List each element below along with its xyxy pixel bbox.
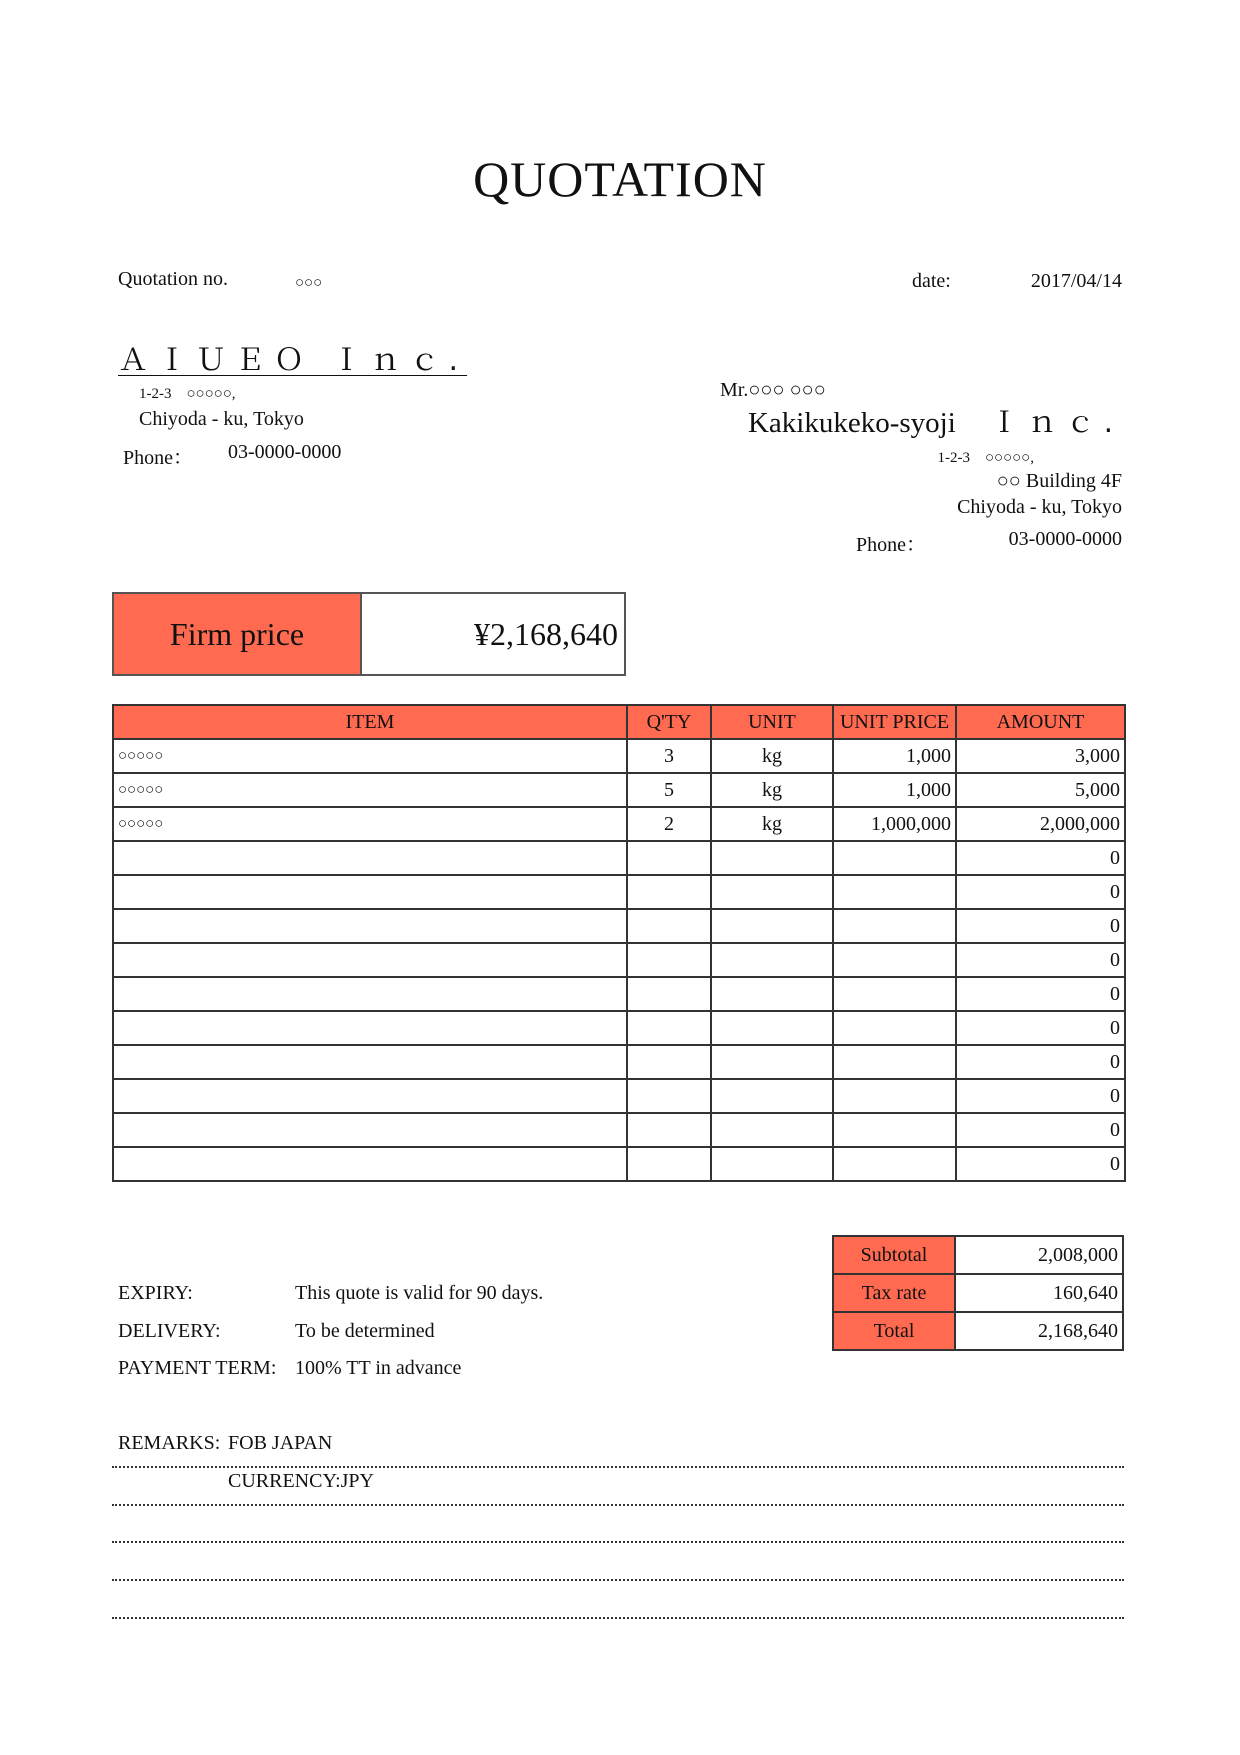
remarks-divider-5 xyxy=(112,1617,1124,1619)
cell-unit xyxy=(711,943,833,977)
table-row xyxy=(113,1079,1125,1113)
cell-item xyxy=(113,1147,627,1181)
table-row xyxy=(113,1113,1125,1147)
cell-item xyxy=(113,875,627,909)
table-row xyxy=(113,1147,1125,1181)
cell-item xyxy=(113,1113,627,1147)
header-unit-price: UNIT PRICE xyxy=(833,705,956,739)
expiry-value: This quote is valid for 90 days. xyxy=(295,1282,544,1304)
cell-unit: kg xyxy=(711,739,833,773)
total-label: Total xyxy=(833,1312,955,1350)
cell-qty xyxy=(627,909,711,943)
table-row xyxy=(113,1011,1125,1045)
cell-unit-price xyxy=(833,977,956,1011)
cell-amount: 0 xyxy=(956,1147,1125,1181)
cell-qty xyxy=(627,1147,711,1181)
table-row xyxy=(113,909,1125,943)
cell-unit-price xyxy=(833,1045,956,1079)
items-table xyxy=(112,704,1126,1182)
buyer-contact: Mr.○○○ ○○○ xyxy=(720,379,826,401)
cell-qty: 5 xyxy=(627,773,711,807)
cell-amount: 0 xyxy=(956,875,1125,909)
cell-amount: 0 xyxy=(956,977,1125,1011)
cell-amount: 0 xyxy=(956,1079,1125,1113)
cell-qty xyxy=(627,875,711,909)
buyer-company-name: Kakikukeko-syoji xyxy=(747,407,956,439)
remarks-divider-4 xyxy=(112,1579,1124,1581)
cell-qty: 3 xyxy=(627,739,711,773)
cell-unit xyxy=(711,1045,833,1079)
cell-qty xyxy=(627,943,711,977)
seller-phone-value: 03-0000-0000 xyxy=(228,441,342,463)
document-title: QUOTATION xyxy=(473,151,767,207)
cell-unit-price xyxy=(833,943,956,977)
quotation-no-value: ○○○ xyxy=(295,275,323,291)
cell-amount: 0 xyxy=(956,1045,1125,1079)
delivery-value: To be determined xyxy=(295,1320,435,1342)
cell-amount: 0 xyxy=(956,909,1125,943)
payment-term-label: PAYMENT TERM: xyxy=(118,1357,277,1379)
table-row xyxy=(113,1045,1125,1079)
cell-item xyxy=(113,1045,627,1079)
cell-item xyxy=(113,943,627,977)
table-row xyxy=(113,875,1125,909)
cell-item: ○○○○○ xyxy=(113,773,627,807)
cell-amount: 0 xyxy=(956,841,1125,875)
cell-amount: 0 xyxy=(956,1011,1125,1045)
cell-unit xyxy=(711,977,833,1011)
totals-table xyxy=(832,1235,1124,1351)
cell-unit xyxy=(711,841,833,875)
cell-unit-price: 1,000,000 xyxy=(833,807,956,841)
cell-amount: 3,000 xyxy=(956,739,1125,773)
delivery-label: DELIVERY: xyxy=(118,1320,221,1342)
table-row xyxy=(113,773,1125,807)
total-row xyxy=(833,1312,1123,1350)
buyer-company xyxy=(700,400,1122,441)
cell-unit: kg xyxy=(711,807,833,841)
cell-item: ○○○○○ xyxy=(113,807,627,841)
cell-item: ○○○○○ xyxy=(113,739,627,773)
cell-unit xyxy=(711,909,833,943)
cell-qty xyxy=(627,841,711,875)
tax-label: Tax rate xyxy=(833,1274,955,1312)
cell-unit: kg xyxy=(711,773,833,807)
remarks-divider-2 xyxy=(112,1504,1124,1506)
cell-qty xyxy=(627,977,711,1011)
firm-price-label: Firm price xyxy=(114,594,362,674)
cell-unit-price xyxy=(833,875,956,909)
buyer-phone-label: Phone： xyxy=(856,534,926,556)
cell-item xyxy=(113,909,627,943)
cell-item xyxy=(113,977,627,1011)
cell-item xyxy=(113,1079,627,1113)
buyer-address-line1: 1-2-3 ○○○○○, xyxy=(937,450,1034,466)
tax-value: 160,640 xyxy=(955,1274,1123,1312)
cell-unit-price: 1,000 xyxy=(833,739,956,773)
cell-amount: 2,000,000 xyxy=(956,807,1125,841)
remarks-line2: CURRENCY:JPY xyxy=(228,1470,374,1492)
date-value: 2017/04/14 xyxy=(1030,270,1122,292)
table-row xyxy=(113,841,1125,875)
table-row xyxy=(113,943,1125,977)
seller-company-name: ＡＩＵＥＯ Ｉｎｃ. xyxy=(118,343,468,378)
cell-unit-price xyxy=(833,1079,956,1113)
cell-unit xyxy=(711,875,833,909)
cell-unit xyxy=(711,1113,833,1147)
cell-item xyxy=(113,841,627,875)
remarks-line1: FOB JAPAN xyxy=(228,1432,333,1454)
cell-qty: 2 xyxy=(627,807,711,841)
date-label: date: xyxy=(912,270,951,292)
remarks-divider-1 xyxy=(112,1466,1124,1468)
seller-address-line1: 1-2-3 ○○○○○, xyxy=(139,386,236,402)
cell-unit-price: 1,000 xyxy=(833,773,956,807)
remarks-divider-3 xyxy=(112,1541,1124,1543)
total-value: 2,168,640 xyxy=(955,1312,1123,1350)
header-unit: UNIT xyxy=(711,705,833,739)
cell-qty xyxy=(627,1113,711,1147)
cell-qty xyxy=(627,1079,711,1113)
subtotal-row xyxy=(833,1236,1123,1274)
expiry-label: EXPIRY: xyxy=(118,1282,193,1304)
firm-price-value: ¥2,168,640 xyxy=(474,615,618,652)
buyer-phone-value: 03-0000-0000 xyxy=(1008,528,1122,550)
buyer-address-line3: Chiyoda - ku, Tokyo xyxy=(957,496,1122,518)
table-row xyxy=(113,977,1125,1011)
cell-unit xyxy=(711,1147,833,1181)
cell-item xyxy=(113,1011,627,1045)
header-amount: AMOUNT xyxy=(956,705,1125,739)
cell-unit-price xyxy=(833,909,956,943)
cell-amount: 5,000 xyxy=(956,773,1125,807)
header-item: ITEM xyxy=(113,705,627,739)
table-row xyxy=(113,807,1125,841)
cell-unit-price xyxy=(833,841,956,875)
cell-unit-price xyxy=(833,1011,956,1045)
subtotal-value: 2,008,000 xyxy=(955,1236,1123,1274)
items-header-row xyxy=(113,705,1125,739)
cell-qty xyxy=(627,1011,711,1045)
tax-row xyxy=(833,1274,1123,1312)
header-qty: Q'TY xyxy=(627,705,711,739)
cell-qty xyxy=(627,1045,711,1079)
cell-amount: 0 xyxy=(956,943,1125,977)
seller-phone-label: Phone： xyxy=(123,447,193,469)
subtotal-label: Subtotal xyxy=(833,1236,955,1274)
cell-unit-price xyxy=(833,1147,956,1181)
cell-unit xyxy=(711,1011,833,1045)
cell-unit xyxy=(711,1079,833,1113)
buyer-address-line2: ○○ Building 4F xyxy=(996,470,1122,492)
firm-price-box xyxy=(112,592,626,676)
cell-amount: 0 xyxy=(956,1113,1125,1147)
cell-unit-price xyxy=(833,1113,956,1147)
quotation-no-label: Quotation no. xyxy=(118,268,228,290)
payment-term-value: 100% TT in advance xyxy=(295,1357,462,1379)
table-row xyxy=(113,739,1125,773)
seller-address-line2: Chiyoda - ku, Tokyo xyxy=(139,408,304,430)
buyer-company-suffix: Ｉｎｃ. xyxy=(989,405,1122,439)
remarks-label: REMARKS: xyxy=(118,1432,221,1454)
